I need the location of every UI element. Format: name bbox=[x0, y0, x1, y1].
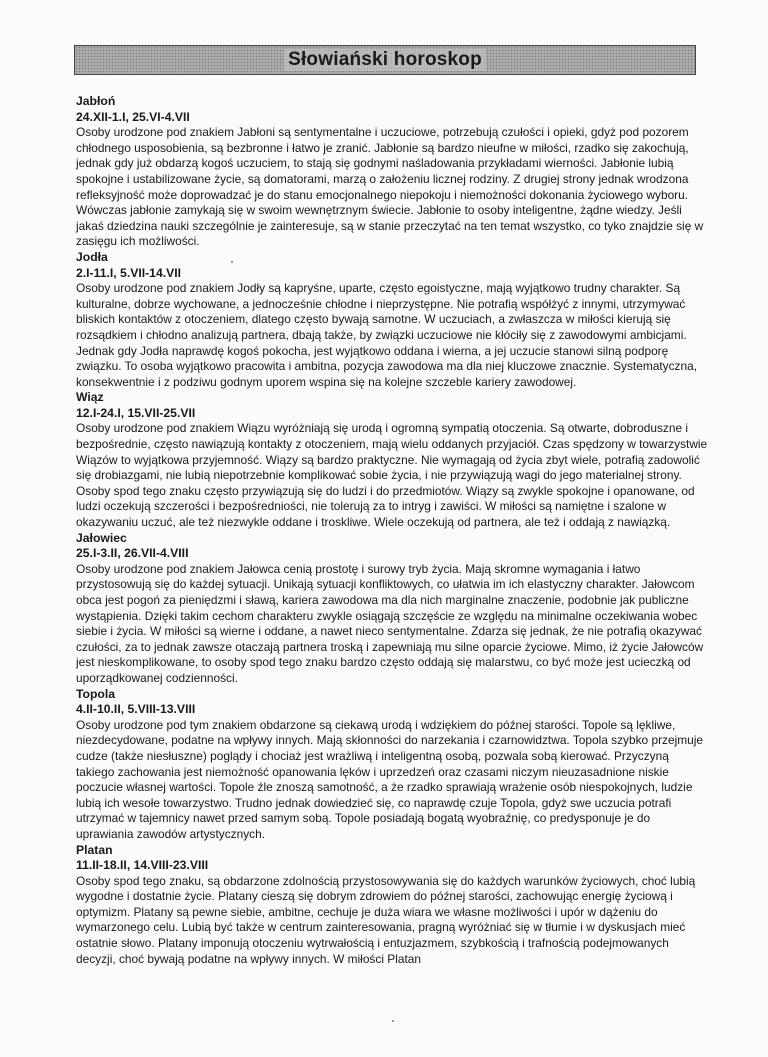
sign-section-platan bbox=[76, 843, 708, 968]
sign-name: Wiąz bbox=[76, 390, 104, 405]
sign-name: Jałowiec bbox=[76, 530, 127, 545]
sign-name: Platan bbox=[76, 842, 113, 857]
sign-description: Osoby urodzone pod znakiem Jałowca cenią prostotę i surowy tryb życia. Mają skromne wymagania i łatwo przystosowują się do każdej sytuacji. Unikają sytuacji konfliktowych, co ułatwia im ich elastyczny charakter. Jałowcom obca jest pogoń za pieniędzmi i sławą, kariera zawodowa ma dla nich marginalne znaczenie, podobnie jak publiczne wystąpienia. Dzięki takim cechom charakteru zwykle osiągają szczęście ze względu na minimalne oczekiwania wobec siebie i życia. W miłości są wierne i oddane, a nawet nieco sentymentalne. Zdarza się jednak, że nie potrafią okazywać czułości, za to jednak zawsze otaczają partnera troską i zapewniają mu silne oparcie życiowe. Mimo, iż życie Jałowców jest nieskomplikowane, to osoby spod tego znaku bardzo często oddają się malarstwu, co być może jest ucieczką od uporządkowanej codzienności. bbox=[76, 561, 704, 685]
sign-section-wiaz bbox=[76, 390, 708, 530]
sign-dates: 2.I-11.I, 5.VII-14.VII bbox=[76, 265, 182, 280]
sign-name: Topola bbox=[76, 686, 116, 701]
sign-dates: 11.II-18.II, 14.VIII-23.VIII bbox=[76, 858, 209, 873]
sign-dates: 4.II-10.II, 5.VIII-13.VIII bbox=[76, 702, 196, 717]
sign-dates: 12.I-24.I, 15.VII-25.VII bbox=[76, 405, 196, 420]
sign-description: Osoby spod tego znaku, są obdarzone zdolnością przystosowywania się do każdych warunków życiowych, choć lubią wygodne i dostatnie życie. Platany cieszą się dobrym zdrowiem do późnej starości, zachowując energię życiową i optymizm. Platany są pewne siebie, ambitne, cechuje je duża wiara we własne możliwości i upór w dążeniu do wymarzonego celu. Lubią być także w centrum zainteresowania, pragną wyróżniać się w tłumie i w dyskusjach mieć ostatnie słowo. Platany imponują otoczeniu wytrwałością i entuzjazmem, szybkością i trafnością podejmowanych decyzji, choć bywają podatne na wpływy innych. W miłości Platan bbox=[76, 873, 696, 966]
scan-speck bbox=[392, 1020, 394, 1022]
sign-name: Jodła bbox=[76, 249, 108, 264]
sign-name: Jabłoń bbox=[76, 94, 116, 108]
sign-section-jalowiec bbox=[76, 531, 708, 687]
sign-section-jodla bbox=[76, 250, 708, 390]
sign-section-jablon bbox=[76, 94, 708, 250]
sign-description: Osoby urodzone pod tym znakiem obdarzone są ciekawą urodą i wdziękiem do późnej starości. Topole są lękliwe, niezdecydowane, podatne na wpływy innych. Mają skłonności do narzekania i czarnowidztwa. Topola szybko przejmuje cudze (także niesłuszne) poglądy i chociaż jest wrażliwą i inteligentną osobą, pozwala sobą kierować. Przyczyną takiego zachowania jest niemożność opanowania lęków i uprzedzeń oraz czasami niczym nieuzasadnione niskie poczucie własnej wartości. Topole źle znoszą samotność, a że rzadko sprawiają wrażenie osób niespokojnych, ludzie lubią ich wesołe towarzystwo. Trudno jednak dowiedzieć się, co naprawdę czuje Topola, gdyż swe uczucia potrafi utrzymać w tajemnicy nawet przed samym sobą. Topole posiadają bogatą wyobraźnię, co predysponuje je do uprawiania zawodów artystycznych. bbox=[76, 717, 704, 841]
horoscope-content bbox=[76, 94, 708, 967]
sign-description: Osoby urodzone pod znakiem Wiązu wyróżniają się urodą i ogromną sympatią otoczenia. Są otwarte, dobroduszne i bezpośrednie, często nawiązują kontakty z otoczeniem, mają wielu oddanych przyjaciół. Czas spędzony w towarzystwie Wiązów to wyjątkowa przyjemność. Wiązy są bardzo praktyczne. Nie wymagają od życia zbyt wiele, potrafią zadowolić się drobiazgami, nie lubią niepotrzebnie komplikować sobie życia, i nie przywiązują wagi do jego materialnej strony. Osoby spod tego znaku często przywiązują się do ludzi i do przedmiotów. Wiązy są zwykle spokojne i opanowane, od ludzi oczekują szczerości i bezpośredniości, nie tolerują za to intryg i zawiści. W miłości są namiętne i szalone w okazywaniu uczuć, ale też niezwykle oddane i troskliwe. Wiele oczekują od partnera, ale też i oddają z nawiązką. bbox=[76, 421, 708, 530]
sign-description: Osoby urodzone pod znakiem Jodły są kapryśne, uparte, często egoistyczne, mają wyjątkowo trudny charakter. Są kulturalne, dobrze wychowane, a jednocześnie chłodne i nieprzystępne. Nie potrafią współżyć z innymi, utrzymywać bliskich kontaktów z otoczeniem, dlatego często bywają samotne. W uczuciach, a zwłaszcza w miłości kierują się rozsądkiem i chłodno analizują partnera, dbają także, by związki uczuciowe nie kłóciły się z zawodowymi ambicjami. Jednak gdy Jodła naprawdę kogoś pokocha, jest wyjątkowo oddana i wierna, a jej uczucie stanowi silną podporę związku. To osoba wyjątkowo pracowita i ambitna, pozycja zawodowa ma dla niej kluczowe znacznie. Systematyczna, konsekwentnie i z podziwu godnym uporem wspina się na kolejne szczeble kariery zawodowej. bbox=[76, 281, 698, 389]
page-title: Słowiański horoskop bbox=[284, 49, 486, 71]
title-banner bbox=[74, 45, 696, 75]
sign-dates: 24.XII-1.I, 25.VI-4.VII bbox=[76, 109, 190, 124]
sign-section-topola bbox=[76, 687, 708, 843]
scan-speck bbox=[231, 261, 233, 263]
sign-dates: 25.I-3.II, 26.VII-4.VIII bbox=[76, 546, 189, 561]
sign-description: Osoby urodzone pod znakiem Jabłoni są sentymentalne i uczuciowe, potrzebują czułości i opieki, gdyż pod pozorem chłodnego usposobienia, są bezbronne i łatwo je zranić. Jabłonie są bardzo nieufne w miłości, rzadko się zakochują, jednak gdy już obdarzą kogoś uczuciem, to stają się godnymi naśladowania przykładami wierności. Jabłonie lubią spokojne i ustabilizowane życie, są domatorami, marzą o założeniu licznej rodziny. Z drugiej strony jednak wrodzona refleksyjność może doprowadzać je do stanu emocjonalnego niepokoju i niemożności dokonania życiowego wyboru. Wówczas jabłonie zamykają się w swoim wewnętrznym świecie. Jabłonie to osoby inteligentne, żądne wiedzy. Jeśli jakaś dziedzina nauki szczególnie je zainteresuje, są w stanie przeczytać na ten temat wszystko, co tyko znajdzie się w zasięgu ich możliwości. bbox=[76, 125, 704, 249]
